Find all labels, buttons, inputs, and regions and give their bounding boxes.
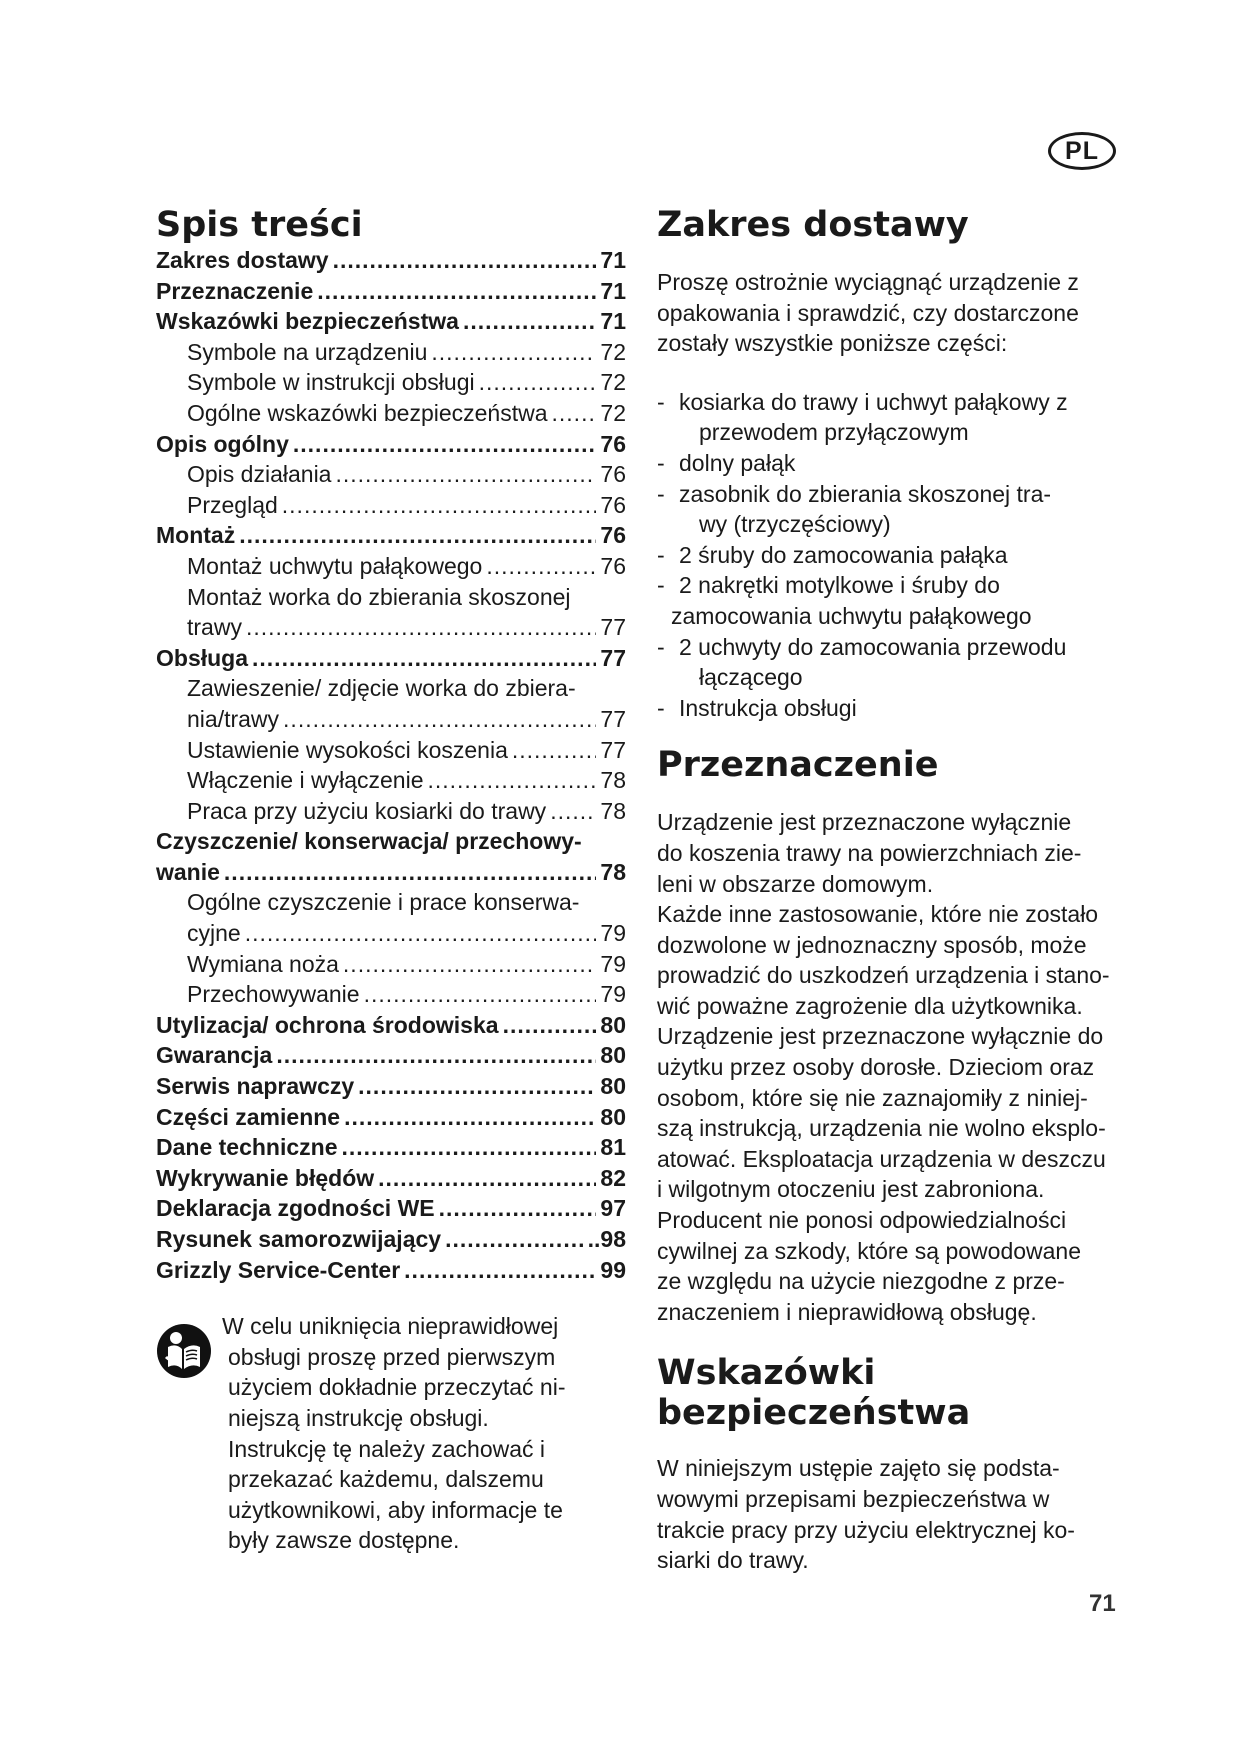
- toc-entry-text: cyjne: [187, 920, 241, 947]
- toc-leader-dots: [550, 796, 596, 827]
- list-item: [657, 448, 1157, 479]
- list-dash: -: [657, 480, 665, 507]
- toc-leader-dots: [283, 704, 596, 735]
- toc-entry-text: Włączenie i wyłączenie: [187, 767, 424, 794]
- list-item-text: dolny pałąk: [679, 449, 796, 476]
- purpose-text: [657, 807, 1157, 1327]
- toc-entry-text: Rysunek samorozwijający: [156, 1226, 442, 1252]
- note-text: [222, 1311, 626, 1556]
- toc-entry-text: Serwis naprawczy: [156, 1073, 355, 1100]
- toc-entry-text: Grizzly Service-Center: [156, 1256, 401, 1283]
- delivery-intro-line: zostały wszystkie poniższe części:: [657, 330, 1008, 357]
- note-line: W celu uniknięcia nieprawidłowej: [222, 1313, 559, 1340]
- toc-leader-dots: [293, 429, 597, 460]
- toc-page-number: 76: [600, 552, 626, 579]
- list-item: [657, 387, 1157, 448]
- toc-page-number: 79: [600, 981, 626, 1008]
- safety-title-line2: bezpieczeństwa: [657, 1393, 971, 1434]
- toc-entry-text: Montaż: [156, 522, 236, 549]
- toc-page-number: 72: [600, 399, 626, 426]
- toc-entry-line: [156, 582, 626, 613]
- read-manual-icon: [156, 1323, 212, 1379]
- purpose-line: Producent nie ponosi odpowiedzialności: [657, 1207, 1067, 1234]
- safety-text: [657, 1453, 1157, 1575]
- toc-leader-dots: [512, 735, 597, 766]
- list-dash: -: [657, 572, 665, 599]
- toc-entry: [156, 1193, 626, 1224]
- toc-entry: [156, 276, 626, 307]
- list-item: [657, 540, 1157, 571]
- purpose-line: leni w obszarze domowym.: [657, 870, 934, 897]
- list-item-text: 2 uchwyty do zamocowania przewodu: [679, 633, 1067, 660]
- toc-entry-text: Montaż uchwytu pałąkowego: [187, 552, 483, 579]
- toc-entry: [156, 1255, 626, 1286]
- language-badge: PL: [1048, 132, 1116, 170]
- toc-entry-text: Przechowywanie: [187, 981, 360, 1008]
- list-item-text: Instrukcja obsługi: [679, 694, 857, 721]
- toc-entry: [156, 1163, 626, 1194]
- toc-entry: [156, 1040, 626, 1071]
- note-line: niejszą instrukcję obsługi.: [228, 1404, 489, 1431]
- toc-leader-dots: [246, 612, 596, 643]
- toc-entry: [156, 704, 626, 735]
- toc-entry-line: [156, 826, 626, 857]
- toc-entry-text: Opis ogólny: [156, 430, 289, 457]
- toc-page-number: ..98: [587, 1226, 626, 1252]
- purpose-line: i wilgotnym otoczeniu jest zabroniona.: [657, 1176, 1045, 1203]
- list-item: [657, 570, 1157, 631]
- toc-entry-line: [156, 887, 626, 918]
- toc-page-number: 76: [600, 461, 626, 488]
- toc-entry-text: Wykrywanie błędów: [156, 1164, 375, 1191]
- list-item-continuation: zamocowania uchwytu pałąkowego: [671, 602, 1032, 629]
- toc-leader-dots: [335, 459, 596, 490]
- toc-entry: [156, 245, 626, 276]
- note-line: użyciem dokładnie przeczytać ni-: [228, 1374, 566, 1401]
- toc-leader-dots: [364, 979, 597, 1010]
- toc-page-number: 80: [600, 1103, 626, 1130]
- toc-entry-text: Wskazówki bezpieczeństwa: [156, 308, 459, 335]
- toc-entry-text: nia/trawy: [187, 705, 280, 732]
- toc-entry-text: Przeznaczenie: [156, 277, 314, 304]
- toc-entry-text: Wymiana noża: [187, 950, 339, 977]
- toc-leader-dots: [344, 1102, 596, 1133]
- toc-entry: [156, 490, 626, 521]
- toc-leader-dots: [503, 1010, 597, 1041]
- note-line: były zawsze dostępne.: [228, 1527, 460, 1554]
- toc-entry: [156, 1102, 626, 1133]
- toc-entry-text: trawy: [187, 614, 242, 641]
- toc-entry: [156, 367, 626, 398]
- note-line: przekazać każdemu, dalszemu: [228, 1466, 544, 1493]
- purpose-line: atować. Eksploatacja urządzenia w deszczu: [657, 1145, 1106, 1172]
- toc-page-number: 78: [600, 797, 626, 824]
- safety-title: [657, 1353, 1157, 1433]
- list-dash: -: [657, 633, 665, 660]
- page-number: 71: [1089, 1590, 1116, 1617]
- note-line: obsługi proszę przed pierwszym: [228, 1343, 556, 1370]
- toc-entry: [156, 979, 626, 1010]
- list-item: [657, 693, 1157, 724]
- toc-leader-dots: [439, 1193, 597, 1224]
- toc-entry-text: Dane techniczne: [156, 1134, 338, 1161]
- toc-page-number: 78: [600, 767, 626, 794]
- purpose-line: ze względu na użycie niezgodne z prze-: [657, 1268, 1065, 1295]
- toc-leader-dots: [358, 1071, 596, 1102]
- toc-page-number: 72: [600, 369, 626, 396]
- toc-entry-line: [156, 673, 626, 704]
- toc-page-number: 71: [600, 277, 626, 304]
- toc-leader-dots: [445, 1224, 584, 1255]
- toc-entry: [156, 735, 626, 766]
- purpose-line: szą instrukcją, urządzenia nie wolno eksplo-: [657, 1115, 1106, 1142]
- toc-title: Spis treści: [156, 205, 363, 245]
- toc-page-number: 78: [600, 858, 626, 885]
- toc-leader-dots: [552, 398, 597, 429]
- safety-title-line1: Wskazówki: [657, 1353, 876, 1394]
- toc-leader-dots: [463, 306, 596, 337]
- toc-page-number: 71: [600, 308, 626, 335]
- purpose-line: Urządzenie jest przeznaczone wyłącznie: [657, 809, 1072, 836]
- toc-entry: [156, 1010, 626, 1041]
- toc-page-number: 77: [600, 736, 626, 763]
- delivery-intro-line: Proszę ostrożnie wyciągnąć urządzenie z: [657, 269, 1079, 295]
- toc-entry: [156, 1224, 626, 1255]
- purpose-line: prowadzić do uszkodzeń urządzenia i stano-: [657, 962, 1110, 989]
- safety-line: siarki do trawy.: [657, 1547, 809, 1574]
- toc-leader-dots: [282, 490, 597, 521]
- toc-entry: [156, 337, 626, 368]
- toc-entry: [156, 918, 626, 949]
- delivery-title: Zakres dostawy: [657, 205, 969, 245]
- toc-entry: [156, 643, 626, 674]
- toc-page-number: 82: [600, 1164, 626, 1191]
- purpose-line: do koszenia trawy na powierzchniach zie-: [657, 839, 1082, 866]
- read-manual-note: [156, 1311, 626, 1556]
- purpose-line: dozwolone w jednoznaczny sposób, może: [657, 931, 1087, 958]
- toc-entry-text: Zakres dostawy: [156, 247, 329, 273]
- purpose-line: Każde inne zastosowanie, które nie zostało: [657, 901, 1099, 928]
- toc-entry-text: Ogólne wskazówki bezpieczeństwa: [187, 399, 548, 426]
- toc-leader-dots: [317, 276, 596, 307]
- toc-entry-text: Deklaracja zgodności WE: [156, 1195, 435, 1222]
- toc-entry-text: Opis działania: [187, 461, 332, 488]
- toc-entry: [156, 520, 626, 551]
- delivery-intro-line: opakowania i sprawdzić, czy dostarczone: [657, 299, 1079, 326]
- toc-entry: [156, 306, 626, 337]
- toc-entry: [156, 1132, 626, 1163]
- toc-leader-dots: [404, 1255, 596, 1286]
- note-line: Instrukcję tę należy zachować i: [228, 1435, 546, 1462]
- toc-page-number: 72: [600, 338, 626, 365]
- toc-entry-text: Symbole w instrukcji obsługi: [187, 369, 475, 396]
- list-dash: -: [657, 388, 665, 415]
- toc-entry-text: Obsługa: [156, 644, 249, 671]
- toc-entry-text: Zawieszenie/ zdjęcie worka do zbiera-: [187, 675, 576, 702]
- toc-page-number: 80: [600, 1042, 626, 1069]
- toc-entry-text: Montaż worka do zbierania skoszonej: [187, 583, 571, 610]
- toc-entry-text: Utylizacja/ ochrona środowiska: [156, 1011, 499, 1038]
- delivery-intro: [657, 267, 1157, 359]
- toc-entry: [156, 857, 626, 888]
- toc-entry-text: Praca przy użyciu kosiarki do trawy: [187, 797, 547, 824]
- toc-entry-text: wanie: [156, 858, 220, 885]
- toc-entry-text: Ustawienie wysokości koszenia: [187, 736, 508, 763]
- safety-line: wowymi przepisami bezpieczeństwa w: [657, 1486, 1050, 1512]
- toc-page-number: 76: [600, 491, 626, 518]
- purpose-line: znaczeniem i nieprawidłową obsługę.: [657, 1298, 1037, 1325]
- toc-leader-dots: [486, 551, 596, 582]
- toc-page-number: 76: [600, 430, 626, 457]
- toc-page-number: 80: [600, 1073, 626, 1100]
- purpose-line: Urządzenie jest przeznaczone wyłącznie do: [657, 1023, 1104, 1050]
- list-item-continuation: łączącego: [699, 664, 803, 691]
- toc-page-number: 71: [600, 247, 626, 273]
- toc-leader-dots: [276, 1040, 596, 1071]
- right-column: [657, 205, 1157, 1576]
- toc-entry: [156, 949, 626, 980]
- list-item: [657, 632, 1157, 693]
- toc-leader-dots: [431, 337, 596, 368]
- purpose-line: wić poważne zagrożenie dla użytkownika.: [657, 992, 1083, 1019]
- toc-entry-text: Czyszczenie/ konserwacja/ przechowy-: [156, 828, 582, 855]
- toc-page-number: 97: [600, 1195, 626, 1222]
- toc-leader-dots: [239, 520, 596, 551]
- left-column: [156, 205, 626, 1556]
- toc-entry-text: Symbole na urządzeniu: [187, 338, 428, 365]
- safety-line: W niniejszym ustępie zajęto się podsta-: [657, 1455, 1060, 1482]
- purpose-line: użytku przez osoby dorosłe. Dzieciom oraz: [657, 1054, 1095, 1081]
- toc-leader-dots: [378, 1163, 596, 1194]
- safety-line: trakcie pracy przy użyciu elektrycznej ko-: [657, 1516, 1075, 1543]
- toc-entry: [156, 459, 626, 490]
- toc-page-number: 76: [600, 522, 626, 549]
- toc-entry-text: Gwarancja: [156, 1042, 273, 1069]
- toc-page-number: 99: [600, 1256, 626, 1283]
- toc-leader-dots: [427, 765, 596, 796]
- toc-leader-dots: [224, 857, 596, 888]
- toc-page-number: 79: [600, 920, 626, 947]
- list-dash: -: [657, 541, 665, 568]
- list-dash: -: [657, 449, 665, 476]
- toc-entry-text: Ogólne czyszczenie i prace konserwa-: [187, 889, 580, 916]
- toc-entry: [156, 398, 626, 429]
- toc-entry: [156, 765, 626, 796]
- table-of-contents: [156, 245, 626, 1285]
- toc-entry: [156, 612, 626, 643]
- toc-leader-dots: [252, 643, 596, 674]
- toc-page-number: 79: [600, 950, 626, 977]
- toc-page-number: 80: [600, 1011, 626, 1038]
- toc-page-number: 77: [600, 614, 626, 641]
- toc-leader-dots: [343, 949, 596, 980]
- purpose-line: cywilnej za szkody, które są powodowane: [657, 1237, 1082, 1264]
- toc-leader-dots: [333, 245, 597, 276]
- delivery-list: [657, 387, 1157, 724]
- purpose-title: Przeznaczenie: [657, 745, 939, 786]
- list-dash: -: [657, 694, 665, 721]
- toc-entry: [156, 429, 626, 460]
- toc-leader-dots: [245, 918, 597, 949]
- list-item-text: 2 śruby do zamocowania pałąka: [679, 541, 1008, 568]
- list-item-continuation: wy (trzyczęściowy): [699, 511, 891, 538]
- toc-entry-text: Części zamienne: [156, 1103, 341, 1130]
- toc-page-number: 81: [600, 1134, 626, 1161]
- toc-entry-text: Przegląd: [187, 491, 278, 518]
- list-item-text: 2 nakrętki motylkowe i śruby do: [679, 572, 1000, 599]
- toc-leader-dots: [342, 1132, 597, 1163]
- list-item-continuation: przewodem przyłączowym: [699, 419, 969, 446]
- toc-leader-dots: [479, 367, 597, 398]
- list-item-text: zasobnik do zbierania skoszonej tra-: [679, 480, 1052, 507]
- list-item: [657, 479, 1157, 540]
- toc-entry: [156, 796, 626, 827]
- toc-entry: [156, 551, 626, 582]
- list-item-text: kosiarka do trawy i uchwyt pałąkowy z: [679, 388, 1068, 415]
- purpose-line: osobom, które się nie zaznajomiły z niniej-: [657, 1084, 1088, 1111]
- toc-page-number: 77: [600, 705, 626, 732]
- toc-entry: [156, 1071, 626, 1102]
- toc-page-number: 77: [600, 644, 626, 671]
- note-line: użytkownikowi, aby informacje te: [228, 1496, 563, 1523]
